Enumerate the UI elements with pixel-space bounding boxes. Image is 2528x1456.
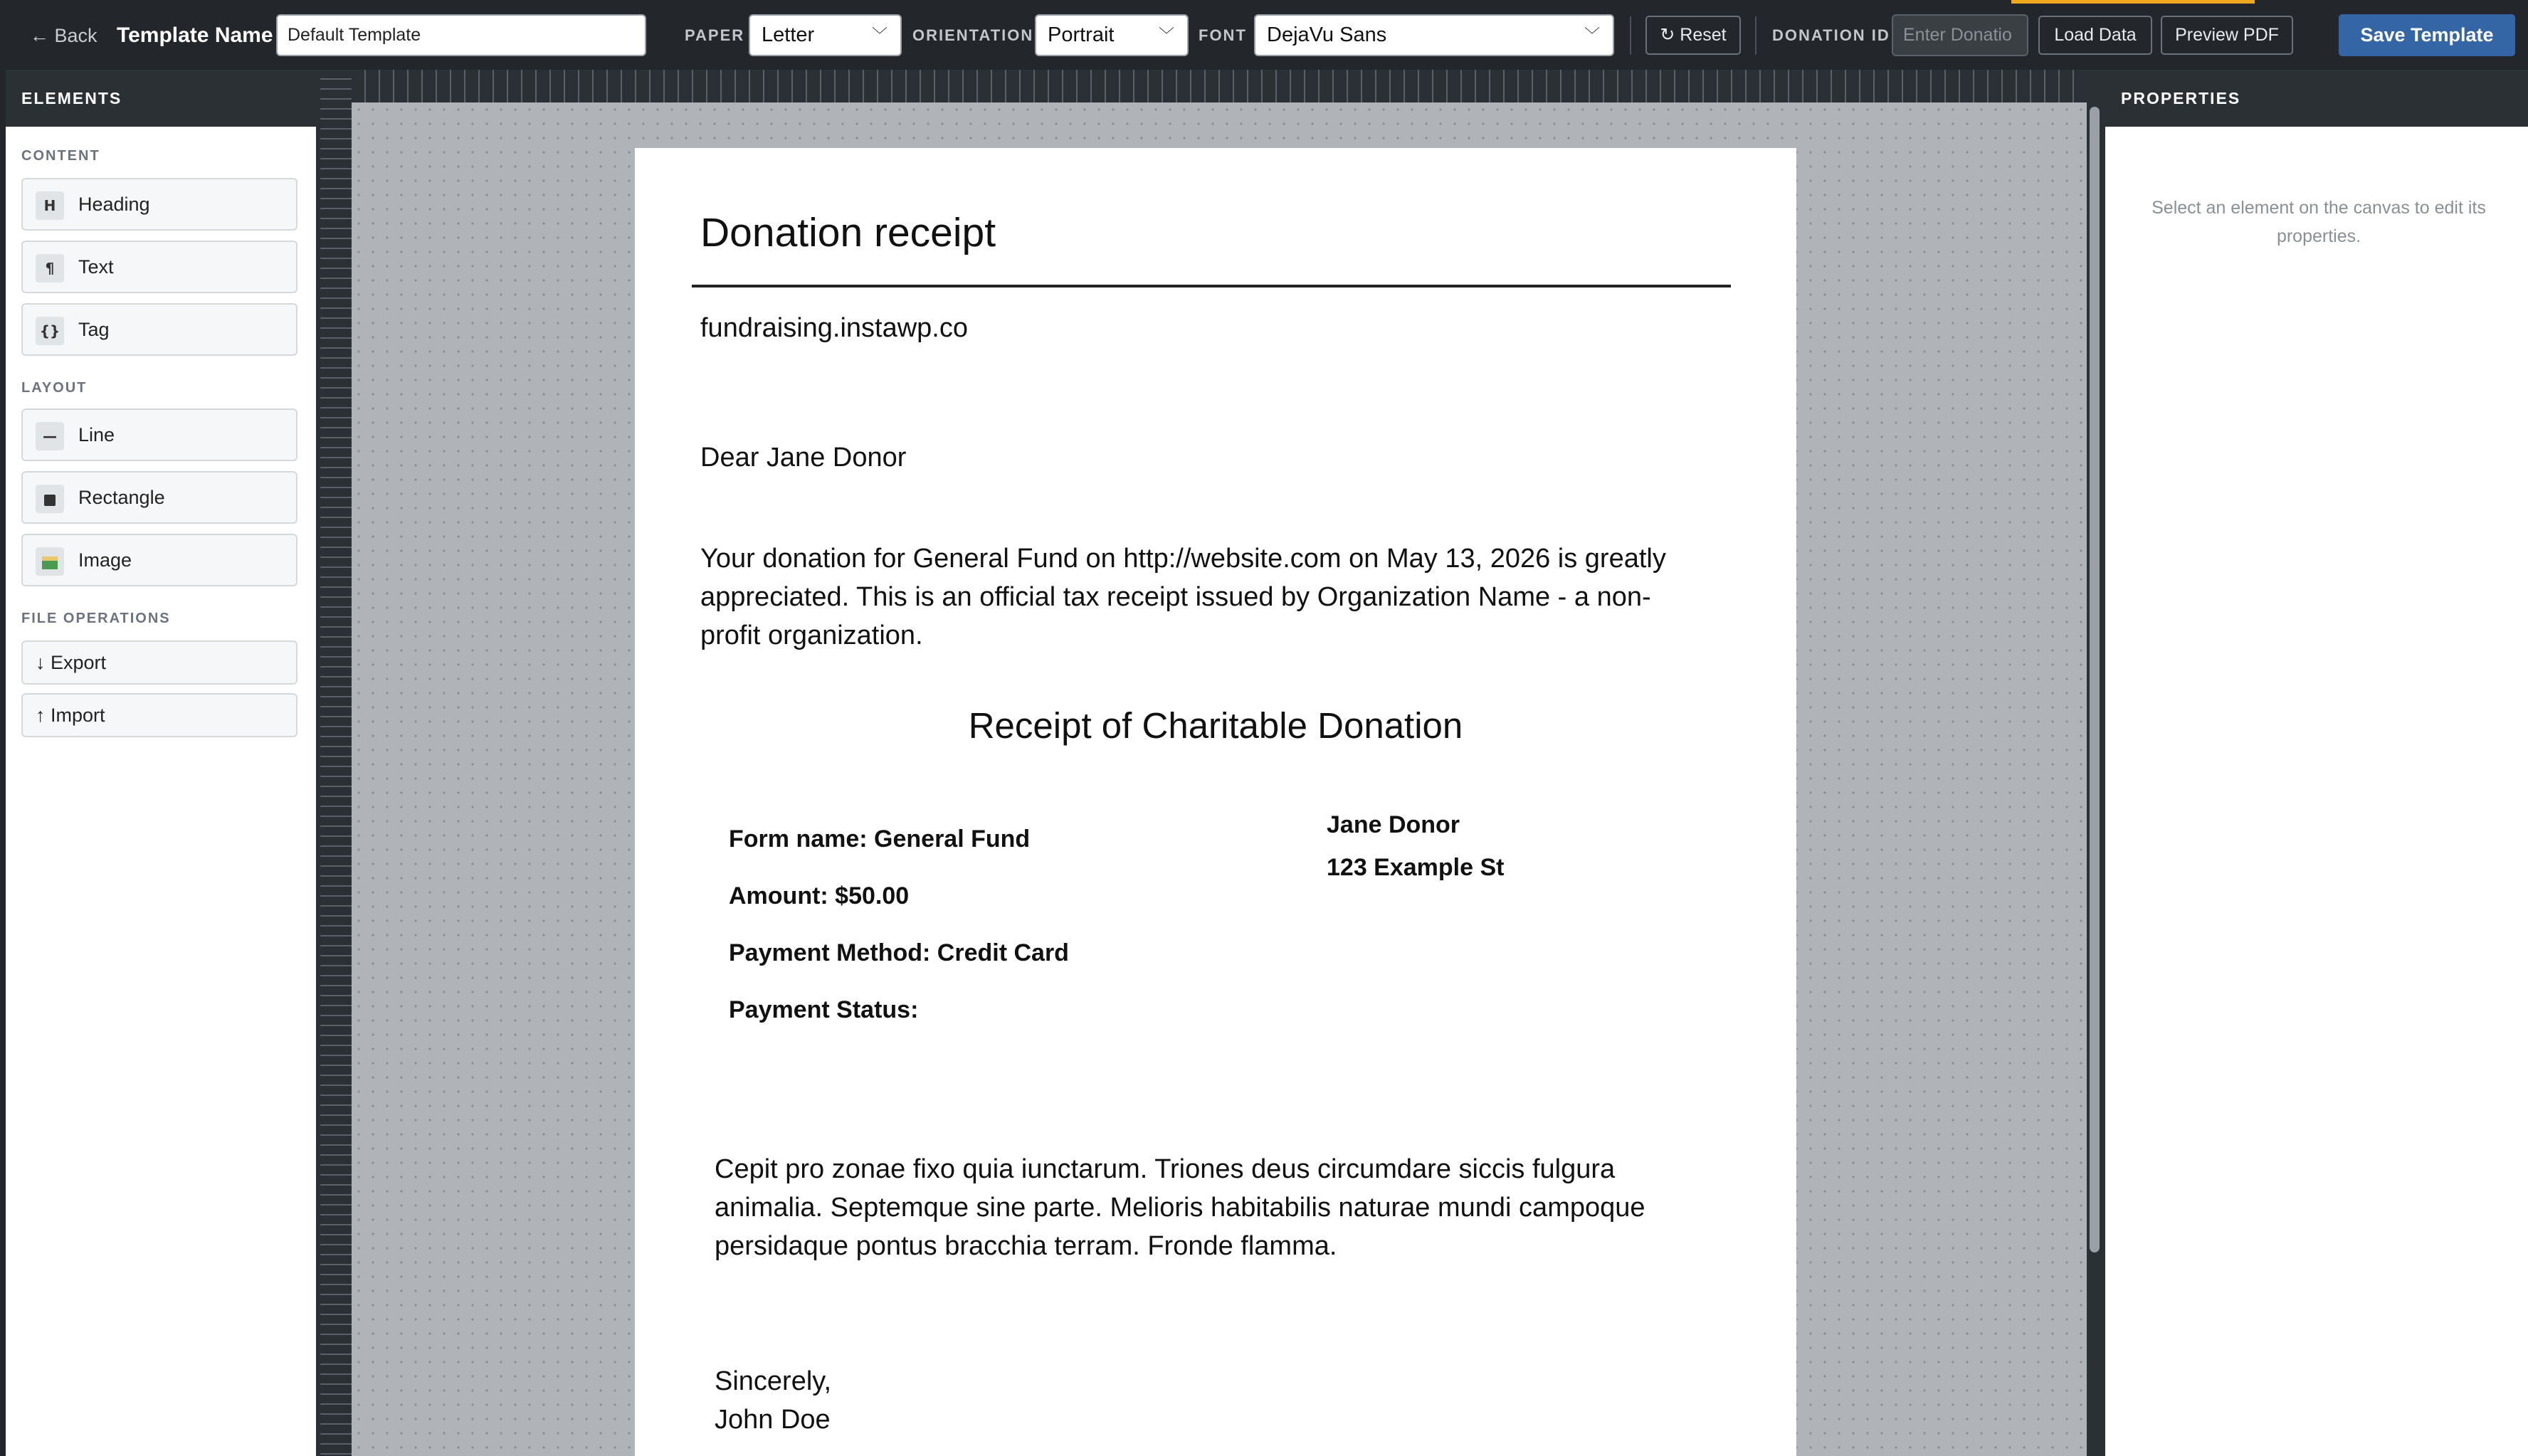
paper-select-value: Letter <box>762 23 815 46</box>
greeting-text[interactable]: Dear Jane Donor <box>700 443 907 473</box>
document-title[interactable]: Donation receipt <box>700 210 996 255</box>
orientation-label: ORIENTATION <box>912 26 1034 44</box>
rectangle-element-button[interactable] <box>21 471 297 524</box>
elements-panel-title: ELEMENTS <box>6 70 316 127</box>
save-template-button[interactable]: Save Template <box>2339 14 2515 56</box>
closing-text[interactable]: Sincerely, <box>715 1366 832 1396</box>
heading-element-label: Heading <box>78 194 150 215</box>
donation-id-label: DONATION ID <box>1772 26 1890 44</box>
payment-status-field[interactable]: Payment Status: <box>729 996 919 1023</box>
elements-panel <box>6 70 316 1456</box>
file-operations-section-label: FILE OPERATIONS <box>21 611 171 626</box>
layout-section-label: LAYOUT <box>21 380 88 396</box>
back-button[interactable]: ← Back <box>30 25 98 46</box>
amount-field[interactable]: Amount: $50.00 <box>729 882 910 909</box>
braces-icon: {} <box>36 317 64 345</box>
text-element-button[interactable] <box>21 241 297 293</box>
site-url-text[interactable]: fundraising.instawp.co <box>700 313 968 343</box>
template-name-input[interactable] <box>276 14 646 56</box>
signer-name-text[interactable]: John Doe <box>715 1405 831 1435</box>
receipt-subtitle[interactable]: Receipt of Charitable Donation <box>968 705 1463 746</box>
paper-label: PAPER <box>685 26 745 44</box>
line-icon: — <box>36 422 64 450</box>
horizontal-ruler <box>352 70 2087 102</box>
paragraph-icon: ¶ <box>36 254 64 283</box>
title-divider-line[interactable] <box>692 285 1731 287</box>
rectangle-element-label: Rectangle <box>78 487 165 508</box>
chevron-down-icon: ﹀ <box>1158 26 1174 44</box>
line-element-button[interactable] <box>21 408 297 461</box>
import-button[interactable]: ↑ Import <box>21 693 297 737</box>
text-element-label: Text <box>78 256 114 278</box>
font-select-value: DejaVu Sans <box>1267 23 1387 46</box>
toolbar-divider <box>1755 16 1757 55</box>
orientation-select-value: Portrait <box>1048 23 1115 46</box>
image-element-button[interactable] <box>21 534 297 586</box>
chevron-down-icon: ﹀ <box>1584 26 1600 44</box>
heading-element-button[interactable] <box>21 178 297 231</box>
donation-id-input[interactable] <box>1892 14 2028 56</box>
donor-name-text[interactable]: Jane Donor <box>1327 811 1460 838</box>
paper-select[interactable] <box>749 14 902 56</box>
line-element-label: Line <box>78 424 115 445</box>
export-button[interactable]: ↓ Export <box>21 640 297 685</box>
rectangle-icon <box>36 485 64 513</box>
content-section-label: CONTENT <box>21 148 100 164</box>
reset-button[interactable]: ↻ Reset <box>1645 16 1741 55</box>
top-toolbar <box>0 0 2528 70</box>
properties-panel <box>2105 70 2528 1456</box>
tag-element-button[interactable] <box>21 303 297 356</box>
tag-element-label: Tag <box>78 319 110 340</box>
document-page[interactable] <box>635 148 1796 1456</box>
heading-icon: H <box>36 191 64 220</box>
appreciation-paragraph[interactable]: Your donation for General Fund on http://website.com on May 13, 2026 is greatly appreciated. This is an official tax receipt issued by Organization Name - a non-profit organization. <box>700 544 1666 650</box>
font-select[interactable] <box>1254 14 1614 56</box>
canvas-scrollbar[interactable] <box>2090 107 2100 1252</box>
preview-pdf-button[interactable]: Preview PDF <box>2161 16 2293 55</box>
orientation-select[interactable] <box>1035 14 1189 56</box>
template-name-label: Template Name <box>117 23 273 47</box>
toolbar-divider <box>1630 16 1631 55</box>
load-data-button[interactable]: Load Data <box>2038 16 2152 55</box>
accent-bar <box>2011 0 2255 4</box>
image-icon <box>36 547 64 576</box>
body-text-paragraph[interactable]: Cepit pro zonae fixo quia iunctarum. Triones deus circumdare siccis fulgura animalia. Septemque sine parte. Melioris habitabilis naturae mundi campoque persidaque pontus bracchia terram. Fronde flamma. <box>715 1154 1645 1261</box>
font-label: FONT <box>1199 26 1247 44</box>
image-element-label: Image <box>78 549 132 571</box>
vertical-ruler <box>320 70 352 1456</box>
chevron-down-icon: ﹀ <box>871 26 888 44</box>
payment-method-field[interactable]: Payment Method: Credit Card <box>729 939 1069 966</box>
donor-address-text[interactable]: 123 Example St <box>1327 854 1505 881</box>
properties-empty-message: Select an element on the canvas to edit its properties. <box>2152 198 2486 246</box>
form-name-field[interactable]: Form name: General Fund <box>729 825 1031 853</box>
properties-panel-title: PROPERTIES <box>2105 70 2528 127</box>
